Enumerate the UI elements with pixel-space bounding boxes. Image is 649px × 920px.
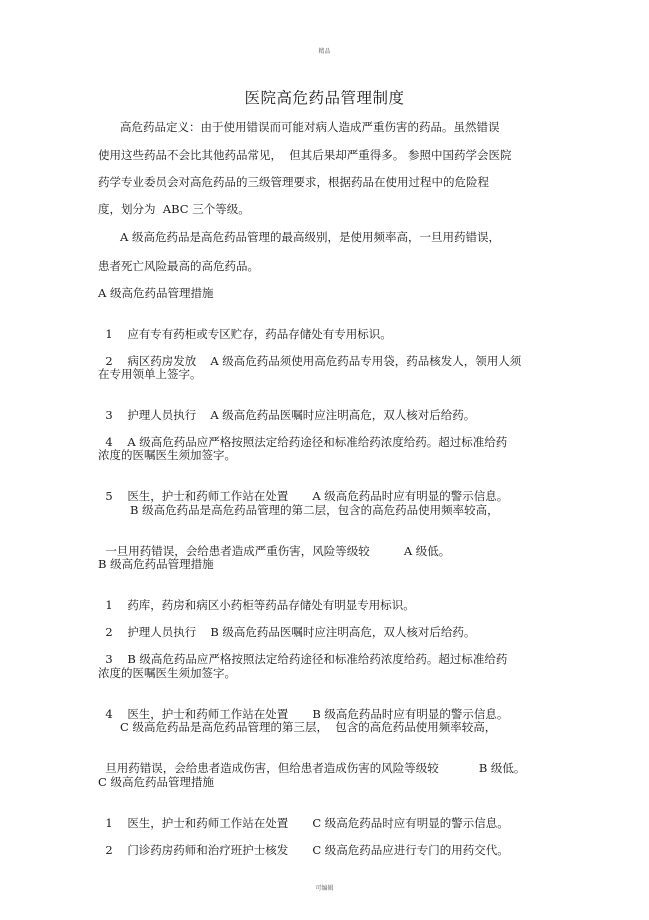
- item-text: 医生，护士和药师工作站在处置: [127, 707, 289, 721]
- item-number: 2: [105, 625, 113, 639]
- item-number: 2: [105, 843, 113, 857]
- a-item-4: [98, 421, 507, 449]
- item-number: 3: [105, 652, 113, 666]
- b-measures-heading: B 级高危药品管理措施: [98, 557, 214, 571]
- item-text-cont: A 级高危药品医嘱时应注明高危，双人核对后给药。: [210, 408, 476, 422]
- item-number: 4: [105, 435, 113, 449]
- b-item-4: [98, 693, 508, 721]
- a-intro-line-1: A 级高危药品是高危药品管理的最高级别，是使用频率高，一旦用药错误，: [120, 230, 500, 244]
- item-text-cont: B 级高危药品医嘱时应注明高危，双人核对后给药。: [210, 625, 476, 639]
- c-intro-line-2: [98, 747, 525, 775]
- item-text-cont: C 级高危药品时应有明显的警示信息。: [312, 816, 509, 830]
- definition-line-1: 高危药品定义：由于使用错误而可能对病人造成严重伤害的药品。虽然错误: [120, 120, 500, 134]
- definition-line-4: 度，划分为 ABC 三个等级。: [98, 202, 250, 216]
- b-item-2: [98, 611, 475, 639]
- item-text: B 级高危药品应严格按照法定给药途径和标准给药浓度给药。超过标准给药: [127, 652, 508, 666]
- c-intro-line-1: C 级高危药品是高危药品管理的第三层， 包含的高危药品使用频率较高，: [120, 720, 497, 734]
- b-intro-line-2: [98, 530, 450, 558]
- a-item-4-cont: 浓度的医嘱医生须加签字。: [98, 448, 236, 462]
- c-item-2: [98, 829, 509, 857]
- header-mark: 精品: [318, 48, 331, 55]
- item-text: 应有专有药柜或专区贮存，药品存储处有专用标识。: [127, 327, 392, 341]
- a-intro-line-2: 患者死亡风险最高的高危药品。: [98, 259, 259, 273]
- item-text: 护理人员执行: [127, 408, 197, 422]
- item-text: 病区药房发放: [127, 354, 197, 368]
- document-title: 医院高危药品管理制度: [244, 89, 405, 107]
- item-text: 医生，护士和药师工作站在处置: [127, 816, 289, 830]
- item-text-cont: A 级高危药品时应有明显的警示信息。: [312, 489, 509, 503]
- b-intro-text: 一旦用药错误，会给患者造成严重伤害，风险等级较: [105, 544, 370, 558]
- footer-mark: 可编辑: [315, 885, 334, 892]
- item-number: 5: [105, 489, 113, 503]
- item-text-cont: B 级高危药品时应有明显的警示信息。: [312, 707, 509, 721]
- item-text-cont: A 级高危药品须使用高危药品专用袋，药品核发人，领用人须: [210, 354, 522, 368]
- b-intro-text-end: A 级低。: [403, 544, 451, 558]
- item-number: 1: [105, 598, 113, 612]
- a-item-1: [98, 313, 392, 341]
- a-item-5: [98, 475, 508, 503]
- b-item-3: [98, 638, 507, 666]
- c-intro-text: 旦用药错误，会给患者造成伤害，但给患者造成伤害的风险等级较: [105, 761, 439, 775]
- b-item-1: [98, 584, 415, 612]
- a-item-2: [98, 340, 521, 368]
- a-item-3: [98, 394, 475, 422]
- item-text: 门诊药房药师和治疗班护士核发: [127, 843, 289, 857]
- item-number: 1: [105, 327, 113, 341]
- a-measures-heading: A 级高危药品管理措施: [98, 286, 214, 300]
- item-number: 3: [105, 408, 113, 422]
- c-measures-heading: C 级高危药品管理措施: [98, 775, 214, 789]
- definition-line-3: 药学专业委员会对高危药品的三级管理要求，根据药品在使用过程中的危险程: [98, 175, 489, 189]
- item-text: A 级高危药品应严格按照法定给药途径和标准给药浓度给药。超过标准给药: [127, 435, 508, 449]
- item-number: 4: [105, 707, 113, 721]
- item-text: 护理人员执行: [127, 625, 197, 639]
- definition-line-2: 使用这些药品不会比其他药品常见， 但其后果却严重得多。 参照中国药学会医院: [98, 148, 512, 162]
- c-intro-text-end: B 级低。: [478, 761, 526, 775]
- b-intro-line-1: B 级高危药品是高危药品管理的第二层，包含的高危药品使用频率较高，: [130, 503, 499, 517]
- item-number: 1: [105, 816, 113, 830]
- c-item-1: [98, 802, 509, 830]
- a-item-2-cont: 在专用领单上签字。: [98, 367, 202, 381]
- item-text-cont: C 级高危药品应进行专门的用药交代。: [312, 843, 509, 857]
- b-item-3-cont: 浓度的医嘱医生须加签字。: [98, 666, 236, 680]
- item-text: 药库，药房和病区小药柜等药品存储处有明显专用标识。: [127, 598, 415, 612]
- item-number: 2: [105, 354, 113, 368]
- item-text: 医生，护士和药师工作站在处置: [127, 489, 289, 503]
